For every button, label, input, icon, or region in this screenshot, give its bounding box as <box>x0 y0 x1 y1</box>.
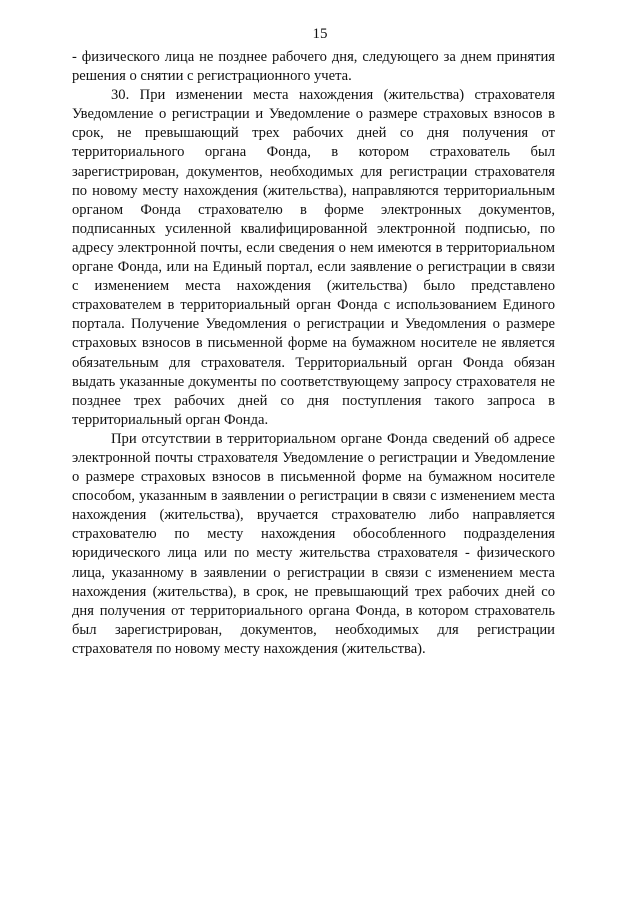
paragraph-continuation: - физического лица не позднее рабочего дня, следующего за днем принятия решения о снятии с регистрационного учета. <box>72 49 555 85</box>
paragraph-item-30: 30. При изменении места нахождения (жительства) страхователя Уведомление о регистрации и Уведомление о размере страховых взносов в срок, не превышающий трех рабочих дней со дня получения от территориального органа Фонда, в котором страхователь был зарегистрирован, документов, необходимых для регистрации страхователя по новому месту нахождения (жительства), направляются территориальным органом Фонда страхователю в форме электронных документов, подписанных усиленной квалифицированной электронной подписью, по адресу электронной почты, если сведения о нем имеются в территориальном органе Фонда, или на Единый портал, если заявление о регистрации в связи с изменением места нахождения (жительства) было представлено страхователем в территориальный орган Фонда с использованием Единого портала. Получение Уведомления о регистрации и Уведомления о размере страховых взносов в письменной форме на бумажном носителе не является обязательным для страхователя. Территориальный орган Фонда обязан выдать указанные документы по соответствующему запросу страхователя не позднее трех рабочих дней со дня поступления такого запроса в территориальный орган Фонда. <box>72 87 555 428</box>
paragraph-no-email: При отсутствии в территориальном органе Фонда сведений об адресе электронной почты страхователя Уведомление о регистрации и Уведомление о размере страховых взносов в письменной форме на бумажном носителе способом, указанным в заявлении о регистрации в связи с изменением места нахождения (жительства), вручается страхователю либо направляется страхователю по месту нахождения обособленного подразделения юридического лица или по месту жительства страхователя - физического лица, указанному в заявлении о регистрации в связи с изменением места нахождения (жительства), в срок, не превышающий трех рабочих дней со дня получения от территориального органа Фонда, в котором страхователь был зарегистрирован, документов, необходимых для регистрации страхователя по новому месту нахождения (жительства). <box>72 430 555 657</box>
page-number: 15 <box>312 26 328 42</box>
document-body <box>72 48 555 659</box>
